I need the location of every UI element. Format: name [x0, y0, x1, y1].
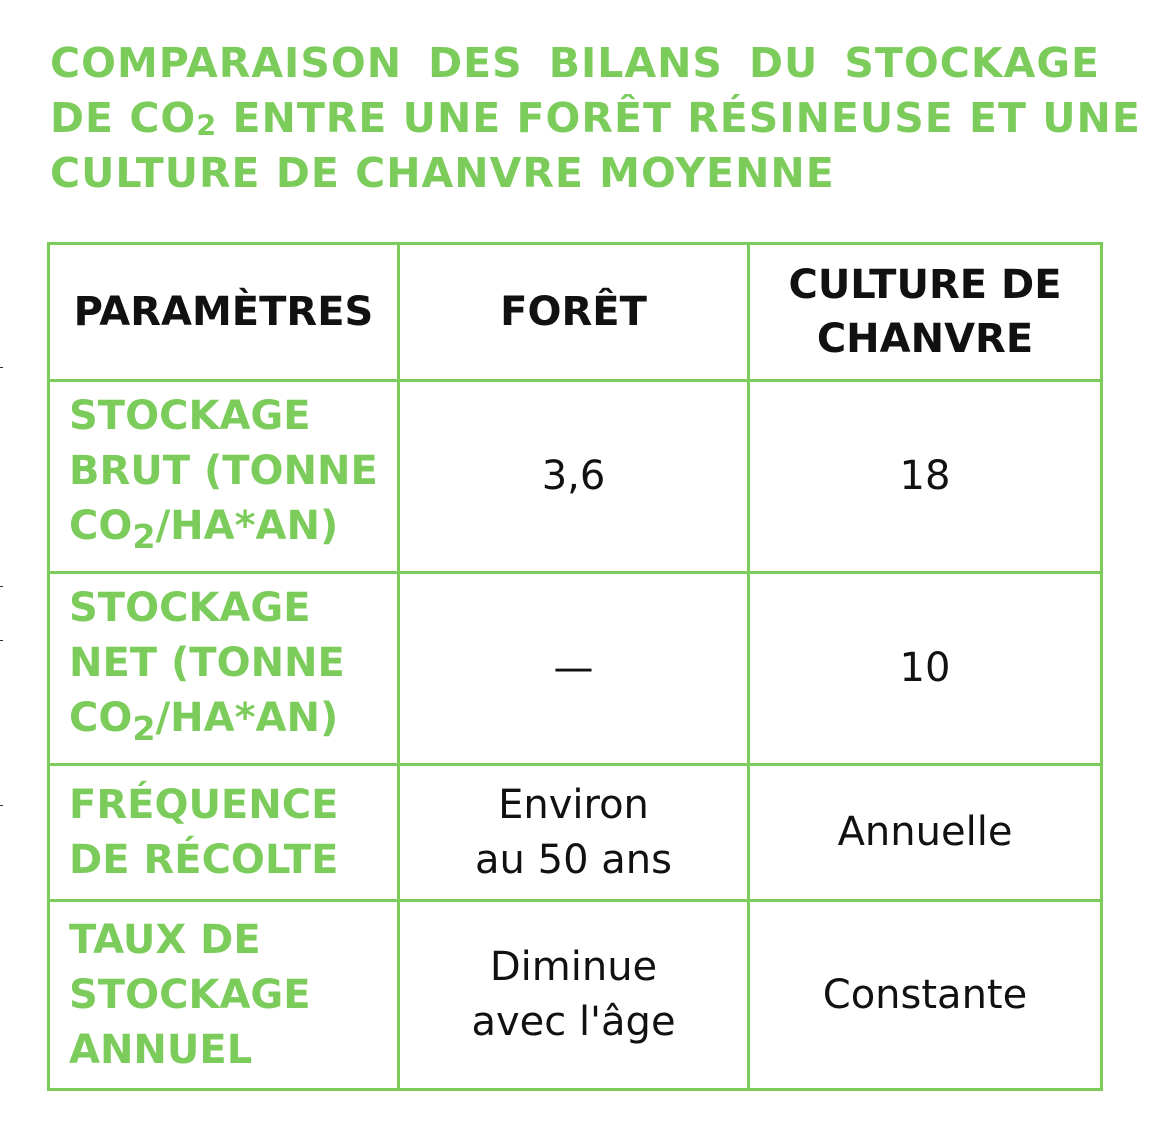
table-row — [49, 765, 1102, 901]
title-line-2-end: ENTRE UNE FORÊT RÉSINEUSE ET UNE — [217, 94, 1141, 142]
title-line-2 — [50, 91, 1141, 146]
hemp-stockage-brut: 18 — [749, 381, 1102, 573]
forest-stockage-brut: 3,6 — [399, 381, 749, 573]
margin-tick — [0, 805, 3, 806]
page-title — [50, 36, 1141, 201]
param-line: NET (TONNE — [69, 640, 345, 686]
header-culture-chanvre — [749, 244, 1102, 381]
param-line: ANNUEL — [69, 1026, 253, 1073]
table-row — [49, 901, 1102, 1090]
title-line-1: COMPARAISON DES BILANS DU STOCKAGE — [50, 39, 1100, 87]
forest-taux-stockage — [399, 901, 749, 1090]
param-line: FRÉQUENCE — [69, 781, 339, 828]
header-parametres: PARAMÈTRES — [49, 244, 399, 381]
value-line: avec l'âge — [471, 999, 676, 1045]
param-line-part: /HA*AN) — [155, 503, 339, 549]
value-line: Diminue — [489, 944, 658, 990]
param-line — [69, 691, 397, 756]
param-stockage-net — [49, 573, 399, 765]
param-line: TAUX DE — [69, 916, 261, 963]
co2-subscript: 2 — [132, 709, 156, 748]
table-row — [49, 573, 1102, 765]
param-frequence-recolte — [49, 765, 399, 901]
margin-tick — [0, 586, 3, 587]
title-line-3: CULTURE DE CHANVRE MOYENNE — [50, 149, 835, 197]
co2-subscript: 2 — [132, 517, 156, 556]
title-line-2-start: DE CO — [50, 94, 197, 142]
param-line-part: CO — [69, 503, 133, 549]
table-header-row — [49, 244, 1102, 381]
param-line: STOCKAGE — [69, 585, 311, 631]
param-line-part: CO — [69, 695, 133, 741]
param-stockage-brut — [49, 381, 399, 573]
table-row — [49, 381, 1102, 573]
value-line: au 50 ans — [475, 836, 672, 883]
param-line — [69, 499, 397, 564]
hemp-frequence-recolte: Annuelle — [749, 765, 1102, 901]
forest-stockage-net: — — [399, 573, 749, 765]
forest-frequence-recolte — [399, 765, 749, 901]
param-line: STOCKAGE — [69, 393, 311, 439]
title-co2-subscript: 2 — [196, 108, 218, 143]
comparison-table — [47, 242, 1103, 1091]
header-hemp-line-2: CHANVRE — [816, 316, 1034, 362]
hemp-taux-stockage: Constante — [749, 901, 1102, 1090]
param-taux-stockage — [49, 901, 399, 1090]
header-foret: FORÊT — [399, 244, 749, 381]
header-hemp-line-1: CULTURE DE — [788, 262, 1062, 308]
param-line-part: /HA*AN) — [155, 695, 339, 741]
margin-tick — [0, 367, 3, 368]
value-line: Environ — [498, 781, 649, 828]
param-line: DE RÉCOLTE — [69, 836, 339, 883]
param-line: BRUT (TONNE — [69, 448, 378, 494]
hemp-stockage-net: 10 — [749, 573, 1102, 765]
margin-tick — [0, 640, 3, 641]
param-line: STOCKAGE — [69, 971, 311, 1018]
